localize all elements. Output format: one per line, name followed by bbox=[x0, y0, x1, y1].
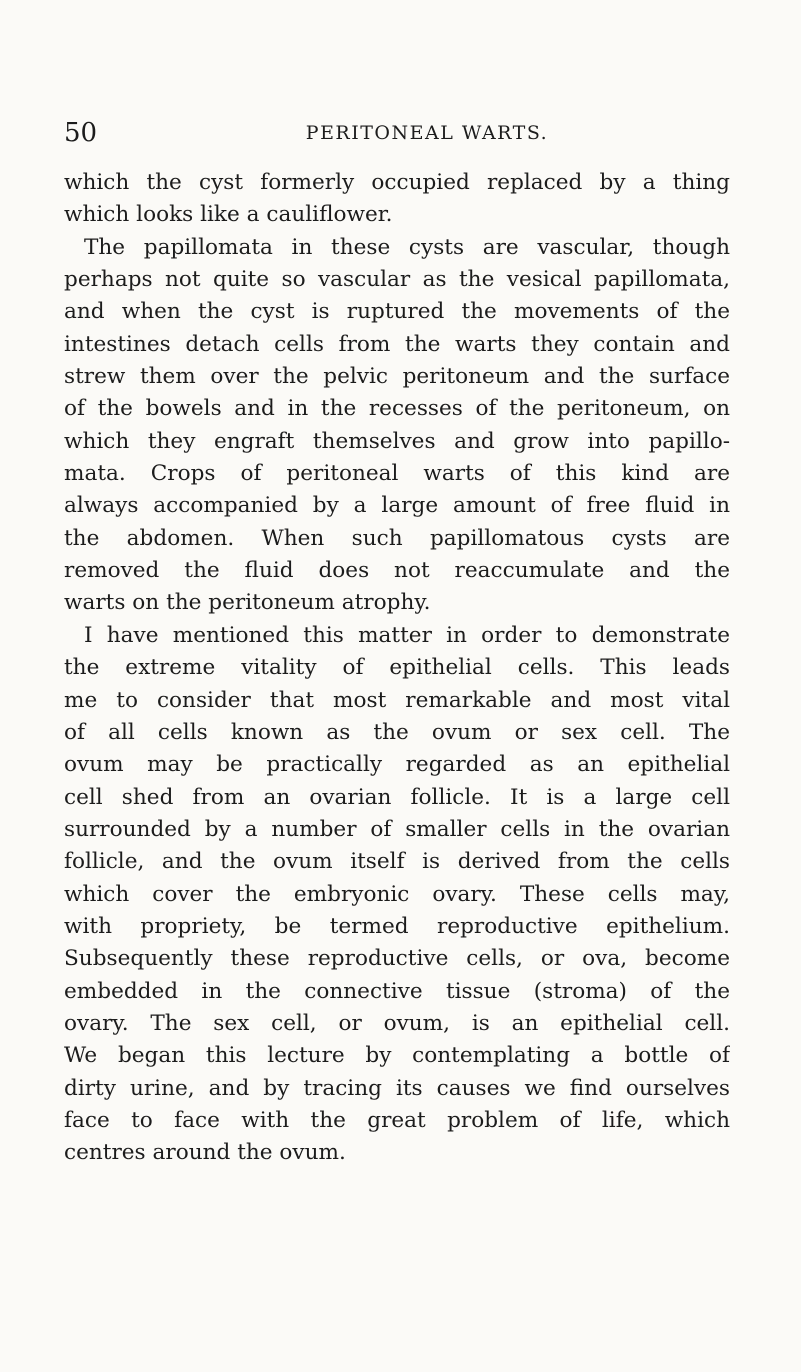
text-line: ovum may be practically regarded as an epithelial bbox=[64, 752, 730, 778]
text-line: cell shed from an ovarian follicle. It is a large cell bbox=[64, 784, 730, 810]
text-line: of the bowels and in the recesses of the peritoneum, on bbox=[64, 396, 730, 422]
text-line: perhaps not quite so vascular as the vesical papillomata, bbox=[64, 267, 730, 293]
text-line: removed the fluid does not reaccumulate and the bbox=[64, 558, 730, 584]
text-line: which cover the embryonic ovary. These cells may, bbox=[64, 881, 730, 907]
running-head: PERITONEAL WARTS. bbox=[305, 122, 549, 144]
text-line: embedded in the connective tissue (stroma) of the bbox=[64, 978, 730, 1004]
page-header bbox=[64, 116, 730, 150]
page-number: 50 bbox=[64, 118, 98, 148]
text-line: I have mentioned this matter in order to demonstrate bbox=[84, 622, 730, 648]
text-line: centres around the ovum. bbox=[64, 1140, 346, 1166]
text-line: me to consider that most remarkable and most vital bbox=[64, 687, 730, 713]
text-line: which the cyst formerly occupied replaced by a thing bbox=[64, 170, 730, 195]
text-line: of all cells known as the ovum or sex cell. The bbox=[64, 719, 730, 745]
text-line: ovary. The sex cell, or ovum, is an epithelial cell. bbox=[64, 1010, 730, 1036]
text-line: face to face with the great problem of life, which bbox=[64, 1107, 730, 1133]
text-line: strew them over the pelvic peritoneum and the surface bbox=[64, 364, 730, 390]
text-line: dirty urine, and by tracing its causes we find ourselves bbox=[64, 1075, 730, 1101]
text-line: which they engraft themselves and grow into papillo- bbox=[64, 428, 730, 454]
text-line: We began this lecture by contemplating a bottle of bbox=[64, 1043, 730, 1069]
body-text bbox=[64, 167, 730, 1170]
text-line: surrounded by a number of smaller cells in the ovarian bbox=[64, 816, 730, 842]
text-line: Subsequently these reproductive cells, or ova, become bbox=[64, 946, 730, 972]
text-line: and when the cyst is ruptured the movements of the bbox=[64, 299, 730, 325]
text-line: follicle, and the ovum itself is derived from the cells bbox=[64, 849, 730, 875]
text-line: with propriety, be termed reproductive epithelium. bbox=[64, 913, 730, 939]
text-line: mata. Crops of peritoneal warts of this kind are bbox=[64, 461, 730, 487]
text-line: which looks like a cauliflower. bbox=[64, 202, 393, 228]
text-line: warts on the peritoneum atrophy. bbox=[64, 590, 431, 616]
text-line: the abdomen. When such papillomatous cysts are bbox=[64, 525, 730, 551]
text-line: the extreme vitality of epithelial cells. This leads bbox=[64, 655, 730, 681]
text-line: The papillomata in these cysts are vascular, though bbox=[84, 234, 730, 260]
text-line: intestines detach cells from the warts they contain and bbox=[64, 331, 730, 357]
text-line: always accompanied by a large amount of free fluid in bbox=[64, 493, 730, 519]
